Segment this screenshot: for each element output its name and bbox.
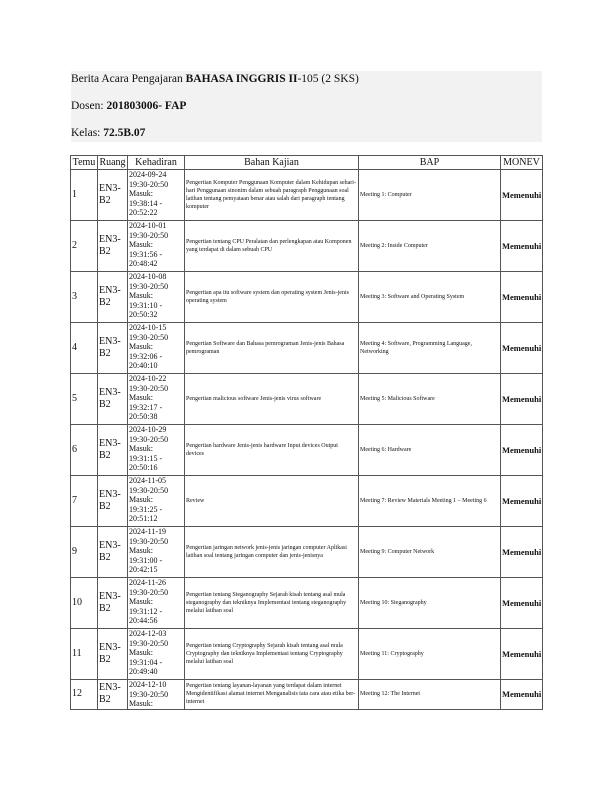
bahan-kajian-cell: Review [185, 476, 359, 527]
kehadiran-time: 19:30-20:50 [129, 638, 169, 648]
kehadiran-masuk-out: 20:50:38 [129, 412, 158, 421]
course-suffix: -105 (2 SKS) [297, 73, 359, 85]
kehadiran-date: 2024-11-26 [129, 578, 167, 587]
temu-cell: 6 [71, 425, 98, 476]
ruang-cell: EN3-B2 [98, 170, 128, 221]
bap-cell: Meeting 6: Hardware [359, 425, 501, 476]
kehadiran-masuk-out: 20:42:15 [129, 565, 158, 574]
kehadiran-date: 2024-11-05 [129, 476, 167, 485]
kehadiran-time: 19:30-20:50 [129, 689, 169, 699]
kehadiran-time: 19:30-20:50 [129, 485, 169, 495]
bahan-kajian-cell: Pengertian tentang CPU Peralatan dan perlengkapan atau Komponen yang terdapat di dalam sebuah CPU [185, 221, 359, 272]
kehadiran-cell [128, 527, 185, 578]
bap-cell: Meeting 12: The Internet [359, 680, 501, 710]
table-row [71, 272, 543, 323]
ruang-cell: EN3-B2 [98, 527, 128, 578]
table-row [71, 680, 543, 710]
temu-cell: 11 [71, 629, 98, 680]
kehadiran-masuk-out: 20:51:12 [129, 514, 158, 523]
bap-cell: Meeting 3: Software and Operating System [359, 272, 501, 323]
ruang-cell: EN3-B2 [98, 680, 128, 710]
kehadiran-masuk-in: 19:31:56 - [129, 249, 163, 259]
kehadiran-masuk-in: 19:31:12 - [129, 606, 163, 616]
bahan-kajian-cell: Pengertian malicious software Jenis-jenis virus software [185, 374, 359, 425]
attendance-table [70, 155, 543, 710]
monev-cell: Memenuhi [501, 578, 543, 629]
monev-cell: Memenuhi [501, 527, 543, 578]
kehadiran-time: 19:30-20:50 [129, 383, 169, 393]
temu-cell: 3 [71, 272, 98, 323]
kehadiran-time: 19:30-20:50 [129, 281, 169, 291]
ruang-cell: EN3-B2 [98, 272, 128, 323]
kehadiran-masuk-in: 19:32:17 - [129, 402, 163, 412]
monev-cell: Memenuhi [501, 323, 543, 374]
table-row [71, 527, 543, 578]
monev-cell: Memenuhi [501, 476, 543, 527]
bap-cell: Meeting 1: Computer [359, 170, 501, 221]
kehadiran-time: 19:30-20:50 [129, 179, 169, 189]
kehadiran-time: 19:30-20:50 [129, 332, 169, 342]
kehadiran-masuk-out: 20:50:16 [129, 463, 158, 472]
kehadiran-cell [128, 629, 185, 680]
kehadiran-cell [128, 476, 185, 527]
kehadiran-masuk-label: Masuk: [129, 597, 153, 606]
kehadiran-masuk-in: 19:38:14 - [129, 198, 163, 208]
kehadiran-date: 2024-09-24 [129, 170, 167, 179]
bap-cell: Meeting 5: Malicious Software [359, 374, 501, 425]
course-name: BAHASA INGGRIS II [185, 73, 298, 85]
kehadiran-date: 2024-10-15 [129, 323, 167, 332]
kehadiran-masuk-in: 19:31:00 - [129, 555, 163, 565]
kehadiran-masuk-label: Masuk: [129, 291, 153, 300]
kehadiran-masuk-out: 20:40:10 [129, 361, 158, 370]
temu-cell: 7 [71, 476, 98, 527]
dosen-value: 201803006- FAP [106, 100, 187, 112]
monev-cell: Memenuhi [501, 374, 543, 425]
kehadiran-time: 19:30-20:50 [129, 536, 169, 546]
table-header-row [71, 156, 543, 170]
bahan-kajian-cell: Pengertian jaringan network jenis-jenis jaringan computer Aplikasi latihan soal tentang jaringan computer dan jenis-jenisnya [185, 527, 359, 578]
table-row [71, 374, 543, 425]
bap-cell: Meeting 9: Computer Network [359, 527, 501, 578]
kehadiran-masuk-in: 19:31:10 - [129, 300, 163, 310]
kehadiran-masuk-in: 19:31:15 - [129, 453, 163, 463]
col-header-bap: BAP [359, 156, 501, 170]
bahan-kajian-cell: Pengertian Komputer Penggunaan Komputer dalam Kehidupan sehari-hari Penggunaan sinonim dalam sebuah paragraph Penggunaan soal latihan tentang pemyataan benar atau salah dari paragraph tentang komputer [185, 170, 359, 221]
monev-cell: Memenuhi [501, 629, 543, 680]
title-prefix: Berita Acara Pengajaran [71, 73, 186, 85]
kehadiran-cell [128, 272, 185, 323]
table-row [71, 221, 543, 272]
kehadiran-masuk-in: 19:31:25 - [129, 504, 163, 514]
ruang-cell: EN3-B2 [98, 629, 128, 680]
kehadiran-time: 19:30-20:50 [129, 230, 169, 240]
monev-cell: Memenuhi [501, 272, 543, 323]
ruang-cell: EN3-B2 [98, 374, 128, 425]
kehadiran-masuk-out: 20:50:32 [129, 310, 158, 319]
bahan-kajian-cell: Pengertian tentang Steganography Sejarah kisah tentang asal mula steganography dan tekniknya Implementasi tentang steganography melalui latihan soal [185, 578, 359, 629]
monev-cell: Memenuhi [501, 425, 543, 476]
kehadiran-cell [128, 221, 185, 272]
kehadiran-masuk-label: Masuk: [129, 495, 153, 504]
title-line [71, 73, 359, 85]
temu-cell: 2 [71, 221, 98, 272]
bahan-kajian-cell: Pengertian tentang layanan-layanan yang terdapat dalam internet Mengidentifikasi alamat internet Menganalisis tata cara atau etika ber-internet [185, 680, 359, 710]
col-header-ruang: Ruang [99, 156, 126, 168]
kehadiran-date: 2024-12-03 [129, 629, 167, 638]
kehadiran-masuk-in: 19:31:04 - [129, 657, 163, 667]
temu-cell: 10 [71, 578, 98, 629]
kehadiran-cell [128, 680, 185, 710]
table-row [71, 425, 543, 476]
kelas-value: 72.5B.07 [103, 127, 146, 139]
kehadiran-date: 2024-10-22 [129, 374, 167, 383]
col-header-temu: Temu [71, 156, 98, 170]
table-row [71, 578, 543, 629]
bahan-kajian-cell: Pengertian tentang Cryptography Sejarah kisah tentang asal mula Cryptography dan tekniknya Implementasi tentang Cryptography melalui latihan soal [185, 629, 359, 680]
kehadiran-masuk-label: Masuk: [129, 648, 153, 657]
kehadiran-time: 19:30-20:50 [129, 434, 169, 444]
kehadiran-masuk-label: Masuk: [129, 546, 153, 555]
ruang-cell: EN3-B2 [98, 476, 128, 527]
temu-cell: 9 [71, 527, 98, 578]
kehadiran-date: 2024-10-08 [129, 272, 167, 281]
kehadiran-cell [128, 578, 185, 629]
kehadiran-date: 2024-12-10 [129, 680, 167, 689]
bahan-kajian-cell: Pengertian apa itu software system dan operating system Jenis-jenis operating system [185, 272, 359, 323]
temu-cell: 5 [71, 374, 98, 425]
kehadiran-cell [128, 170, 185, 221]
bahan-kajian-cell: Pengertian hardware Jenis-jenis hardware Input devices Output devices [185, 425, 359, 476]
kehadiran-masuk-label: Masuk: [129, 240, 153, 249]
kehadiran-masuk-in: 19:32:06 - [129, 351, 163, 361]
kelas-label: Kelas: [71, 127, 104, 139]
dosen-line [71, 100, 186, 112]
kehadiran-cell [128, 323, 185, 374]
dosen-label: Dosen: [71, 100, 107, 112]
bap-cell: Meeting 2: Inside Computer [359, 221, 501, 272]
table-row [71, 476, 543, 527]
table-row [71, 629, 543, 680]
document-header [71, 71, 542, 142]
kehadiran-masuk-label: Masuk: [129, 699, 153, 708]
ruang-cell: EN3-B2 [98, 578, 128, 629]
bap-cell: Meeting 4: Software, Programming Language, Networking [359, 323, 501, 374]
kehadiran-cell [128, 374, 185, 425]
kehadiran-masuk-out: 20:49:40 [129, 667, 158, 676]
col-header-kehadiran: Kehadiran [128, 156, 185, 170]
kehadiran-masuk-out: 20:44:56 [129, 616, 158, 625]
monev-cell: Memenuhi [501, 170, 543, 221]
kehadiran-masuk-out: 20:52:22 [129, 208, 158, 217]
ruang-cell: EN3-B2 [98, 425, 128, 476]
col-header-bahan-kajian: Bahan Kajian [185, 156, 359, 170]
kehadiran-masuk-label: Masuk: [129, 189, 153, 198]
kehadiran-masuk-label: Masuk: [129, 342, 153, 351]
col-header-monev: MONEV [501, 156, 543, 170]
bahan-kajian-cell: Pengertian Software dan Bahasa pemrograman Jenis-jenis Bahasa pemrograman [185, 323, 359, 374]
table-row [71, 323, 543, 374]
kehadiran-cell [128, 425, 185, 476]
kehadiran-time: 19:30-20:50 [129, 587, 169, 597]
monev-cell: Memenuhi [501, 680, 543, 710]
ruang-cell: EN3-B2 [98, 221, 128, 272]
kelas-line [71, 127, 145, 139]
table-row [71, 170, 543, 221]
bap-cell: Meeting 10: Steganography [359, 578, 501, 629]
kehadiran-date: 2024-10-29 [129, 425, 167, 434]
monev-cell: Memenuhi [501, 221, 543, 272]
bap-cell: Meeting 7: Review Materials Meeting 1 – Meeting 6 [359, 476, 501, 527]
ruang-cell: EN3-B2 [98, 323, 128, 374]
kehadiran-date: 2024-11-19 [129, 527, 167, 536]
kehadiran-masuk-label: Masuk: [129, 393, 153, 402]
kehadiran-masuk-label: Masuk: [129, 444, 153, 453]
temu-cell: 12 [71, 680, 98, 710]
temu-cell: 4 [71, 323, 98, 374]
bap-cell: Meeting 11: Cryptography [359, 629, 501, 680]
kehadiran-masuk-out: 20:48:42 [129, 259, 158, 268]
temu-cell: 1 [71, 170, 98, 221]
kehadiran-date: 2024-10-01 [129, 221, 167, 230]
